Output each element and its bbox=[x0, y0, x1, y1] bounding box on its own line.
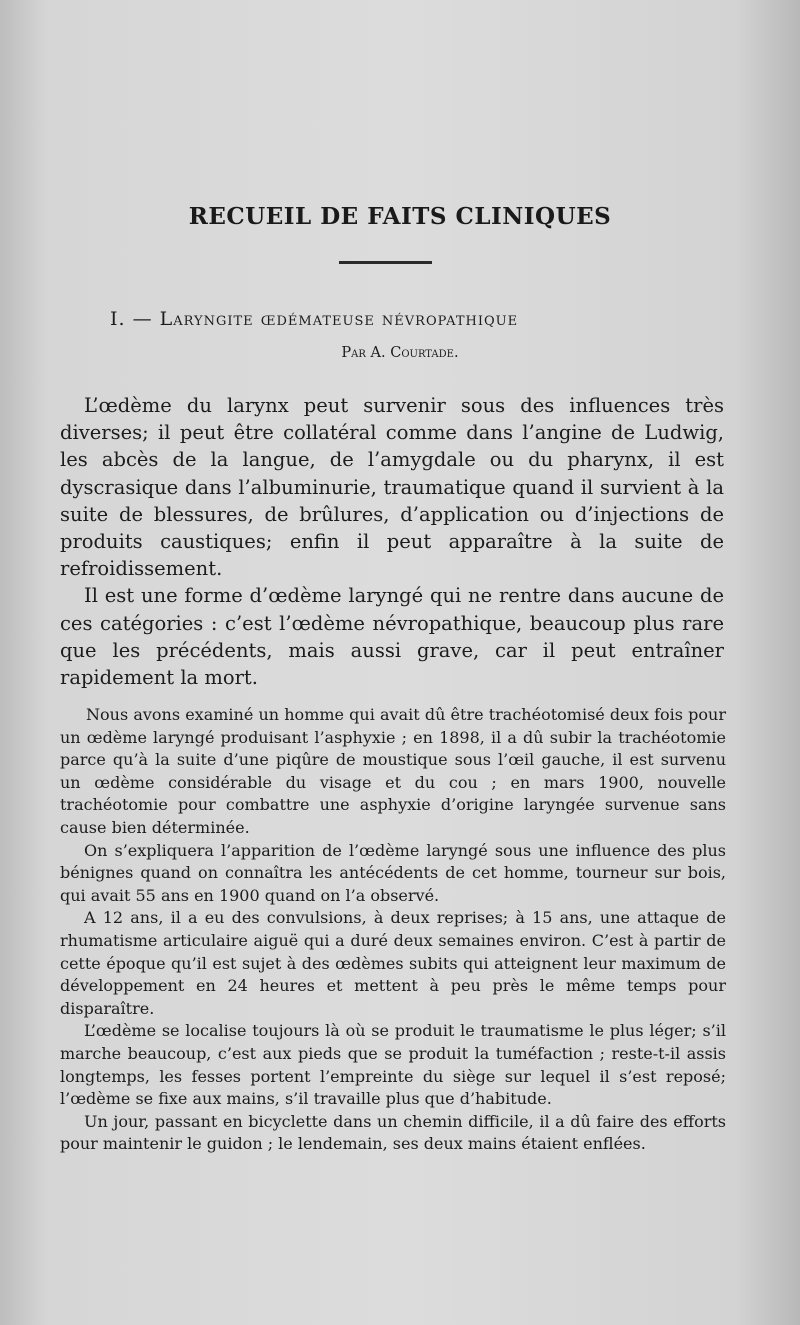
case-paragraph: Un jour, passant en bicyclette dans un chemin difficile, il a dû faire des efforts pour maintenir le guidon ; le lendemain, ses deux mains étaient enflées. bbox=[60, 1111, 726, 1154]
intro-text bbox=[60, 392, 724, 691]
author-line bbox=[0, 345, 800, 361]
case-report-text bbox=[60, 704, 726, 1156]
article-title bbox=[110, 308, 518, 330]
case-paragraph: Nous avons examiné un homme qui avait dû être trachéotomisé deux fois pour un œdème laryngé produisant l’asphyxie ; en 1898, il a dû subir la trachéotomie parce qu’à la suite d’une piqûre de moustique sous l’œil gauche, il est survenu un œdème considérable du visage et du cou ; en mars 1900, nouvelle trachéotomie pour combattre une asphyxie d’origine laryngée survenue sans cause bien déterminée. bbox=[60, 705, 726, 837]
author-text: Par A. Courtade. bbox=[341, 345, 459, 361]
intro-paragraph: L’œdème du larynx peut survenir sous des influences très diverses; il peut être collatéral comme dans l’angine de Ludwig, les abcès de la langue, de l’amygdale ou du pharynx, il est dyscrasique dans l’albuminurie, traumatique quand il survient à la suite de blessures, de brûlures, d’application ou d’injections de produits caustiques; enfin il peut apparaître à la suite de refroidissement. bbox=[60, 394, 724, 581]
case-paragraph: A 12 ans, il a eu des convulsions, à deux reprises; à 15 ans, une attaque de rhumatisme articulaire aiguë qui a duré deux semaines environ. C’est à partir de cette époque qu’il est sujet à des œdèmes subits qui atteignent leur maximum de développement en 24 heures et mettent à peu près le même temps pour disparaître. bbox=[60, 908, 726, 1018]
title-rule bbox=[339, 261, 432, 264]
case-paragraph: On s’expliquera l’apparition de l’œdème laryngé sous une influence des plus bénignes quand on connaîtra les antécédents de cet homme, tourneur sur bois, qui avait 55 ans en 1900 quand on l’a observé. bbox=[60, 840, 726, 905]
section-title: RECUEIL DE FAITS CLINIQUES bbox=[188, 203, 612, 230]
case-paragraph: L’œdème se localise toujours là où se produit le traumatisme le plus léger; s’il marche beaucoup, c’est aux pieds que se produit la tuméfaction ; reste-t-il assis longtemps, les fesses portent l’empreinte du siège sur lequel il s’est reposé; l’œdème se fixe aux mains, s’il travaille plus que d’habitude. bbox=[60, 1021, 726, 1109]
article-title-text: I. — Laryngite œdémateuse névropathique bbox=[110, 308, 519, 330]
intro-paragraph: Il est une forme d’œdème laryngé qui ne rentre dans aucune de ces catégories : c’est l’œdème névropathique, beaucoup plus rare que les précédents, mais aussi grave, car il peut entraîner rapidement la mort. bbox=[60, 584, 724, 690]
